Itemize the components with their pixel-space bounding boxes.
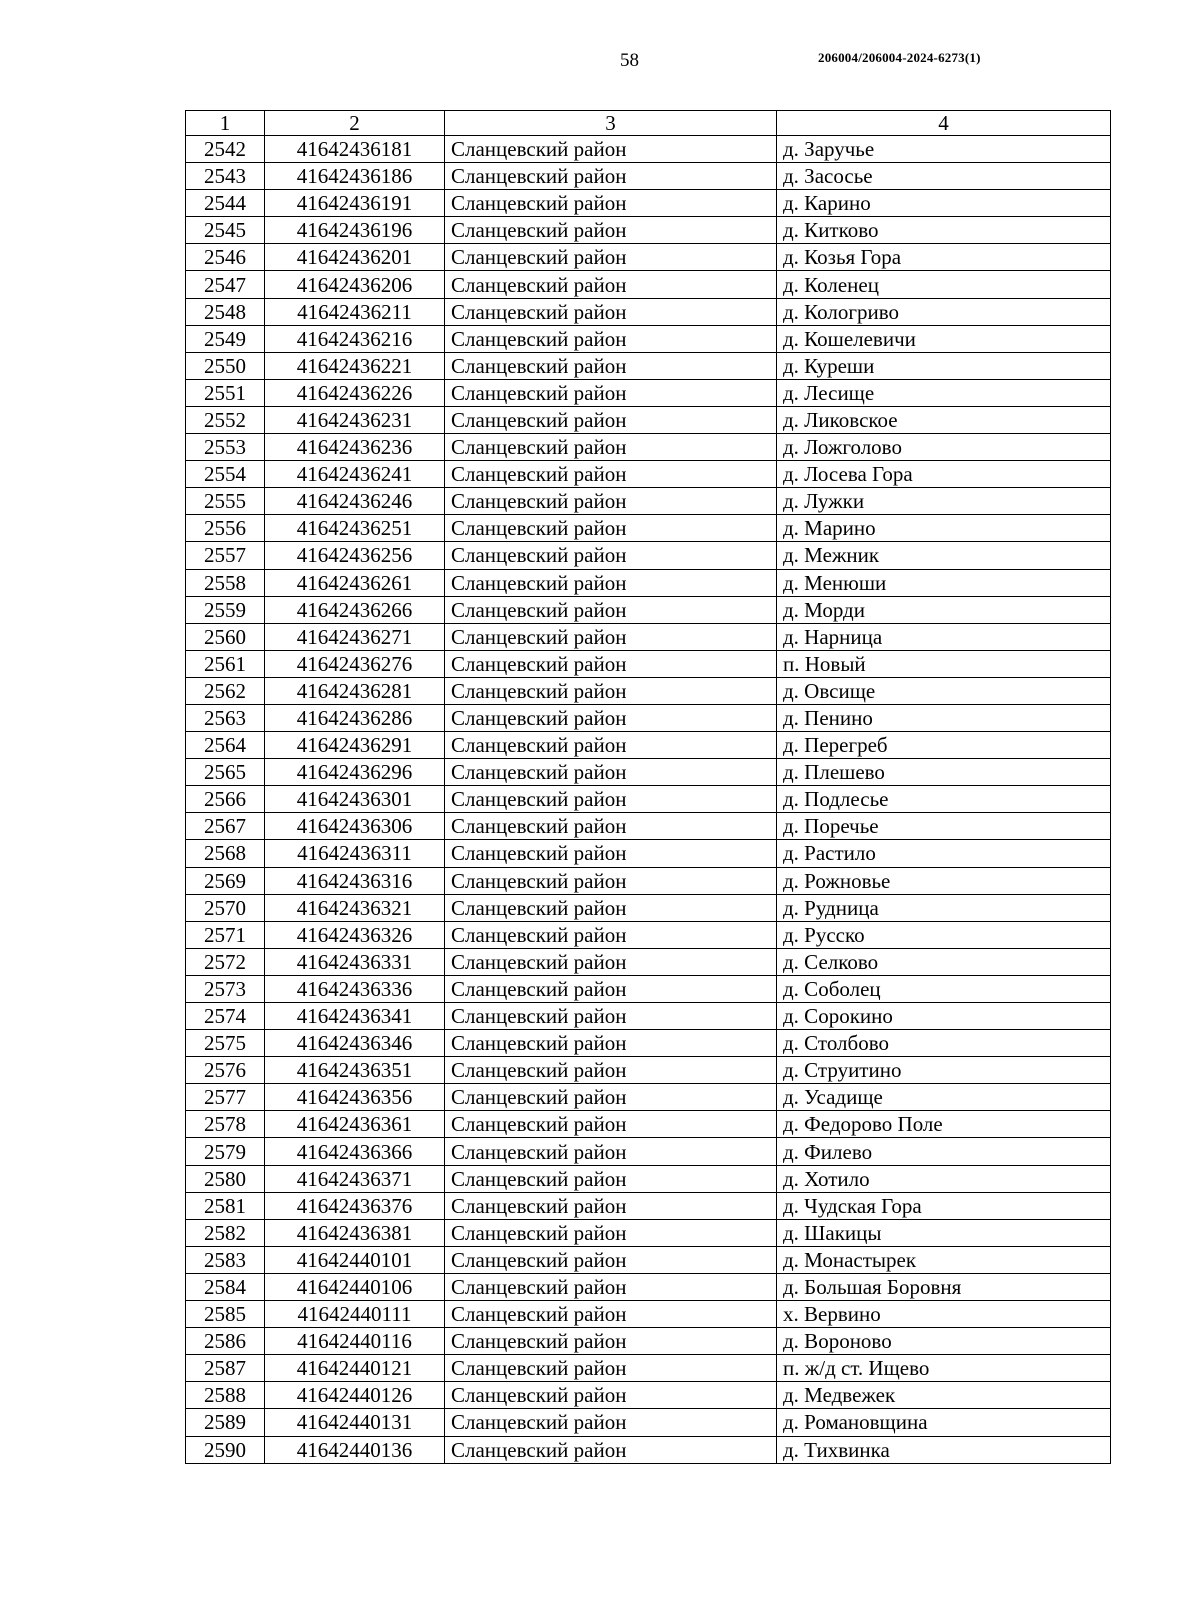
oktmo-code: 41642436331 [265, 948, 445, 975]
oktmo-code: 41642436271 [265, 623, 445, 650]
oktmo-code: 41642436301 [265, 786, 445, 813]
table-row [186, 894, 1111, 921]
settlement-name: д. Козья Гора [777, 244, 1111, 271]
settlement-name: д. Филево [777, 1138, 1111, 1165]
oktmo-code: 41642440121 [265, 1355, 445, 1382]
row-number: 2553 [186, 434, 265, 461]
settlements-table [185, 110, 1111, 1464]
district-name: Сланцевский район [445, 921, 777, 948]
district-name: Сланцевский район [445, 840, 777, 867]
row-number: 2578 [186, 1111, 265, 1138]
oktmo-code: 41642436346 [265, 1030, 445, 1057]
table-row [186, 542, 1111, 569]
settlement-name: д. Вороново [777, 1328, 1111, 1355]
row-number: 2576 [186, 1057, 265, 1084]
settlement-name: д. Федорово Поле [777, 1111, 1111, 1138]
oktmo-code: 41642436321 [265, 894, 445, 921]
oktmo-code: 41642436341 [265, 1003, 445, 1030]
row-number: 2587 [186, 1355, 265, 1382]
settlement-name: д. Тихвинка [777, 1436, 1111, 1463]
settlement-name: д. Лесище [777, 379, 1111, 406]
oktmo-code: 41642436276 [265, 650, 445, 677]
table-row [186, 1355, 1111, 1382]
district-name: Сланцевский район [445, 1355, 777, 1382]
settlement-name: д. Коленец [777, 271, 1111, 298]
column-header-3: 3 [445, 111, 777, 136]
table-row [186, 136, 1111, 163]
table-row [186, 1219, 1111, 1246]
settlement-name: д. Плешево [777, 759, 1111, 786]
row-number: 2548 [186, 298, 265, 325]
table-row [186, 298, 1111, 325]
oktmo-code: 41642436361 [265, 1111, 445, 1138]
district-name: Сланцевский район [445, 894, 777, 921]
settlement-name: д. Морди [777, 596, 1111, 623]
table-row [186, 1382, 1111, 1409]
oktmo-code: 41642436181 [265, 136, 445, 163]
settlement-name: д. Куреши [777, 352, 1111, 379]
settlement-name: д. Ложголово [777, 434, 1111, 461]
settlement-name: д. Селково [777, 948, 1111, 975]
table-row [186, 163, 1111, 190]
document-code: 206004/206004-2024-6273(1) [818, 50, 981, 65]
settlement-name: д. Нарница [777, 623, 1111, 650]
table-row [186, 840, 1111, 867]
table-row [186, 623, 1111, 650]
oktmo-code: 41642436296 [265, 759, 445, 786]
district-name: Сланцевский район [445, 379, 777, 406]
table-row [186, 1138, 1111, 1165]
settlement-name: д. Романовщина [777, 1409, 1111, 1436]
table-row [186, 1030, 1111, 1057]
table-row [186, 704, 1111, 731]
table-row [186, 813, 1111, 840]
row-number: 2557 [186, 542, 265, 569]
table-row [186, 434, 1111, 461]
row-number: 2585 [186, 1301, 265, 1328]
table-row [186, 271, 1111, 298]
settlement-name: д. Менюши [777, 569, 1111, 596]
district-name: Сланцевский район [445, 461, 777, 488]
settlement-name: д. Струитино [777, 1057, 1111, 1084]
district-name: Сланцевский район [445, 325, 777, 352]
settlement-name: д. Монастырек [777, 1246, 1111, 1273]
table-row [186, 1192, 1111, 1219]
settlement-name: х. Вервино [777, 1301, 1111, 1328]
district-name: Сланцевский район [445, 488, 777, 515]
table-row [186, 569, 1111, 596]
row-number: 2586 [186, 1328, 265, 1355]
district-name: Сланцевский район [445, 1003, 777, 1030]
row-number: 2558 [186, 569, 265, 596]
district-name: Сланцевский район [445, 1057, 777, 1084]
district-name: Сланцевский район [445, 406, 777, 433]
district-name: Сланцевский район [445, 1219, 777, 1246]
settlement-name: д. Кошелевичи [777, 325, 1111, 352]
table-row [186, 677, 1111, 704]
settlement-name: д. Лосева Гора [777, 461, 1111, 488]
table-row [186, 650, 1111, 677]
settlement-name: д. Пенино [777, 704, 1111, 731]
oktmo-code: 41642436211 [265, 298, 445, 325]
oktmo-code: 41642436231 [265, 406, 445, 433]
table-row [186, 786, 1111, 813]
oktmo-code: 41642440111 [265, 1301, 445, 1328]
settlement-name: д. Большая Боровня [777, 1273, 1111, 1300]
district-name: Сланцевский район [445, 732, 777, 759]
column-header-2: 2 [265, 111, 445, 136]
district-name: Сланцевский район [445, 1138, 777, 1165]
table-row [186, 1301, 1111, 1328]
district-name: Сланцевский район [445, 1030, 777, 1057]
oktmo-code: 41642436261 [265, 569, 445, 596]
district-name: Сланцевский район [445, 704, 777, 731]
district-name: Сланцевский район [445, 298, 777, 325]
column-header-4: 4 [777, 111, 1111, 136]
oktmo-code: 41642436246 [265, 488, 445, 515]
row-number: 2543 [186, 163, 265, 190]
row-number: 2564 [186, 732, 265, 759]
row-number: 2556 [186, 515, 265, 542]
oktmo-code: 41642436291 [265, 732, 445, 759]
district-name: Сланцевский район [445, 867, 777, 894]
settlement-name: д. Карино [777, 190, 1111, 217]
oktmo-code: 41642436241 [265, 461, 445, 488]
settlement-name: д. Усадище [777, 1084, 1111, 1111]
district-name: Сланцевский район [445, 217, 777, 244]
table-row [186, 867, 1111, 894]
oktmo-code: 41642436236 [265, 434, 445, 461]
row-number: 2569 [186, 867, 265, 894]
oktmo-code: 41642436371 [265, 1165, 445, 1192]
row-number: 2561 [186, 650, 265, 677]
row-number: 2582 [186, 1219, 265, 1246]
row-number: 2565 [186, 759, 265, 786]
table-row [186, 1084, 1111, 1111]
table-row [186, 596, 1111, 623]
table-row [186, 379, 1111, 406]
table-row [186, 1246, 1111, 1273]
row-number: 2572 [186, 948, 265, 975]
settlement-name: д. Кологриво [777, 298, 1111, 325]
oktmo-code: 41642436311 [265, 840, 445, 867]
column-header-1: 1 [186, 111, 265, 136]
table-row [186, 406, 1111, 433]
row-number: 2581 [186, 1192, 265, 1219]
row-number: 2570 [186, 894, 265, 921]
district-name: Сланцевский район [445, 1436, 777, 1463]
district-name: Сланцевский район [445, 244, 777, 271]
table-row [186, 190, 1111, 217]
row-number: 2566 [186, 786, 265, 813]
row-number: 2547 [186, 271, 265, 298]
oktmo-code: 41642436326 [265, 921, 445, 948]
district-name: Сланцевский район [445, 190, 777, 217]
district-name: Сланцевский район [445, 759, 777, 786]
district-name: Сланцевский район [445, 569, 777, 596]
oktmo-code: 41642436226 [265, 379, 445, 406]
row-number: 2580 [186, 1165, 265, 1192]
settlement-name: д. Русско [777, 921, 1111, 948]
district-name: Сланцевский район [445, 786, 777, 813]
settlement-name: п. ж/д ст. Ищево [777, 1355, 1111, 1382]
settlement-name: д. Перегреб [777, 732, 1111, 759]
settlement-name: д. Заручье [777, 136, 1111, 163]
row-number: 2551 [186, 379, 265, 406]
row-number: 2567 [186, 813, 265, 840]
settlement-name: д. Чудская Гора [777, 1192, 1111, 1219]
district-name: Сланцевский район [445, 1328, 777, 1355]
oktmo-code: 41642436306 [265, 813, 445, 840]
oktmo-code: 41642440106 [265, 1273, 445, 1300]
table-row [186, 921, 1111, 948]
district-name: Сланцевский район [445, 677, 777, 704]
row-number: 2563 [186, 704, 265, 731]
table-row [186, 325, 1111, 352]
row-number: 2583 [186, 1246, 265, 1273]
table-row [186, 1003, 1111, 1030]
district-name: Сланцевский район [445, 1273, 777, 1300]
oktmo-code: 41642436381 [265, 1219, 445, 1246]
row-number: 2542 [186, 136, 265, 163]
district-name: Сланцевский район [445, 948, 777, 975]
table-row [186, 244, 1111, 271]
table-body [186, 136, 1111, 1464]
row-number: 2573 [186, 975, 265, 1002]
district-name: Сланцевский район [445, 1301, 777, 1328]
settlement-name: д. Засосье [777, 163, 1111, 190]
settlement-name: д. Подлесье [777, 786, 1111, 813]
table-row [186, 1165, 1111, 1192]
oktmo-code: 41642436356 [265, 1084, 445, 1111]
row-number: 2545 [186, 217, 265, 244]
row-number: 2584 [186, 1273, 265, 1300]
row-number: 2590 [186, 1436, 265, 1463]
settlement-name: д. Столбово [777, 1030, 1111, 1057]
district-name: Сланцевский район [445, 434, 777, 461]
settlement-name: д. Растило [777, 840, 1111, 867]
settlement-name: д. Марино [777, 515, 1111, 542]
district-name: Сланцевский район [445, 596, 777, 623]
table-row [186, 975, 1111, 1002]
table-row [186, 1436, 1111, 1463]
settlement-name: п. Новый [777, 650, 1111, 677]
settlement-name: д. Лужки [777, 488, 1111, 515]
row-number: 2544 [186, 190, 265, 217]
row-number: 2549 [186, 325, 265, 352]
district-name: Сланцевский район [445, 1409, 777, 1436]
row-number: 2546 [186, 244, 265, 271]
oktmo-code: 41642436196 [265, 217, 445, 244]
table-row [186, 732, 1111, 759]
table-row [186, 1273, 1111, 1300]
district-name: Сланцевский район [445, 163, 777, 190]
settlement-name: д. Ликовское [777, 406, 1111, 433]
table-row [186, 515, 1111, 542]
oktmo-code: 41642436266 [265, 596, 445, 623]
row-number: 2589 [186, 1409, 265, 1436]
district-name: Сланцевский район [445, 1382, 777, 1409]
row-number: 2571 [186, 921, 265, 948]
row-number: 2575 [186, 1030, 265, 1057]
row-number: 2577 [186, 1084, 265, 1111]
settlement-name: д. Сорокино [777, 1003, 1111, 1030]
oktmo-code: 41642436206 [265, 271, 445, 298]
district-name: Сланцевский район [445, 271, 777, 298]
district-name: Сланцевский район [445, 1111, 777, 1138]
row-number: 2562 [186, 677, 265, 704]
district-name: Сланцевский район [445, 136, 777, 163]
settlement-name: д. Рожновье [777, 867, 1111, 894]
oktmo-code: 41642436251 [265, 515, 445, 542]
table-row [186, 488, 1111, 515]
oktmo-code: 41642440126 [265, 1382, 445, 1409]
table-row [186, 1409, 1111, 1436]
district-name: Сланцевский район [445, 352, 777, 379]
table-row [186, 1057, 1111, 1084]
table-row [186, 461, 1111, 488]
oktmo-code: 41642440131 [265, 1409, 445, 1436]
district-name: Сланцевский район [445, 650, 777, 677]
oktmo-code: 41642440101 [265, 1246, 445, 1273]
settlement-name: д. Китково [777, 217, 1111, 244]
table-row [186, 1111, 1111, 1138]
district-name: Сланцевский район [445, 1192, 777, 1219]
row-number: 2574 [186, 1003, 265, 1030]
settlement-name: д. Соболец [777, 975, 1111, 1002]
district-name: Сланцевский район [445, 1084, 777, 1111]
settlement-name: д. Рудница [777, 894, 1111, 921]
district-name: Сланцевский район [445, 542, 777, 569]
oktmo-code: 41642436336 [265, 975, 445, 1002]
oktmo-code: 41642436376 [265, 1192, 445, 1219]
oktmo-code: 41642436281 [265, 677, 445, 704]
table-header-row [186, 111, 1111, 136]
oktmo-code: 41642436366 [265, 1138, 445, 1165]
row-number: 2550 [186, 352, 265, 379]
settlement-name: д. Хотило [777, 1165, 1111, 1192]
oktmo-code: 41642440136 [265, 1436, 445, 1463]
oktmo-code: 41642440116 [265, 1328, 445, 1355]
row-number: 2554 [186, 461, 265, 488]
settlement-name: д. Овсище [777, 677, 1111, 704]
row-number: 2568 [186, 840, 265, 867]
table-row [186, 948, 1111, 975]
oktmo-code: 41642436351 [265, 1057, 445, 1084]
oktmo-code: 41642436221 [265, 352, 445, 379]
oktmo-code: 41642436286 [265, 704, 445, 731]
oktmo-code: 41642436216 [265, 325, 445, 352]
district-name: Сланцевский район [445, 975, 777, 1002]
page-number: 58 [620, 50, 639, 71]
table-row [186, 352, 1111, 379]
district-name: Сланцевский район [445, 813, 777, 840]
settlement-name: д. Шакицы [777, 1219, 1111, 1246]
settlement-name: д. Поречье [777, 813, 1111, 840]
table-row [186, 759, 1111, 786]
oktmo-code: 41642436316 [265, 867, 445, 894]
row-number: 2588 [186, 1382, 265, 1409]
oktmo-code: 41642436191 [265, 190, 445, 217]
district-name: Сланцевский район [445, 515, 777, 542]
district-name: Сланцевский район [445, 1246, 777, 1273]
district-name: Сланцевский район [445, 1165, 777, 1192]
row-number: 2559 [186, 596, 265, 623]
oktmo-code: 41642436201 [265, 244, 445, 271]
district-name: Сланцевский район [445, 623, 777, 650]
table-row [186, 217, 1111, 244]
oktmo-code: 41642436186 [265, 163, 445, 190]
settlement-name: д. Межник [777, 542, 1111, 569]
row-number: 2555 [186, 488, 265, 515]
row-number: 2552 [186, 406, 265, 433]
table-row [186, 1328, 1111, 1355]
row-number: 2560 [186, 623, 265, 650]
oktmo-code: 41642436256 [265, 542, 445, 569]
row-number: 2579 [186, 1138, 265, 1165]
settlement-name: д. Медвежек [777, 1382, 1111, 1409]
